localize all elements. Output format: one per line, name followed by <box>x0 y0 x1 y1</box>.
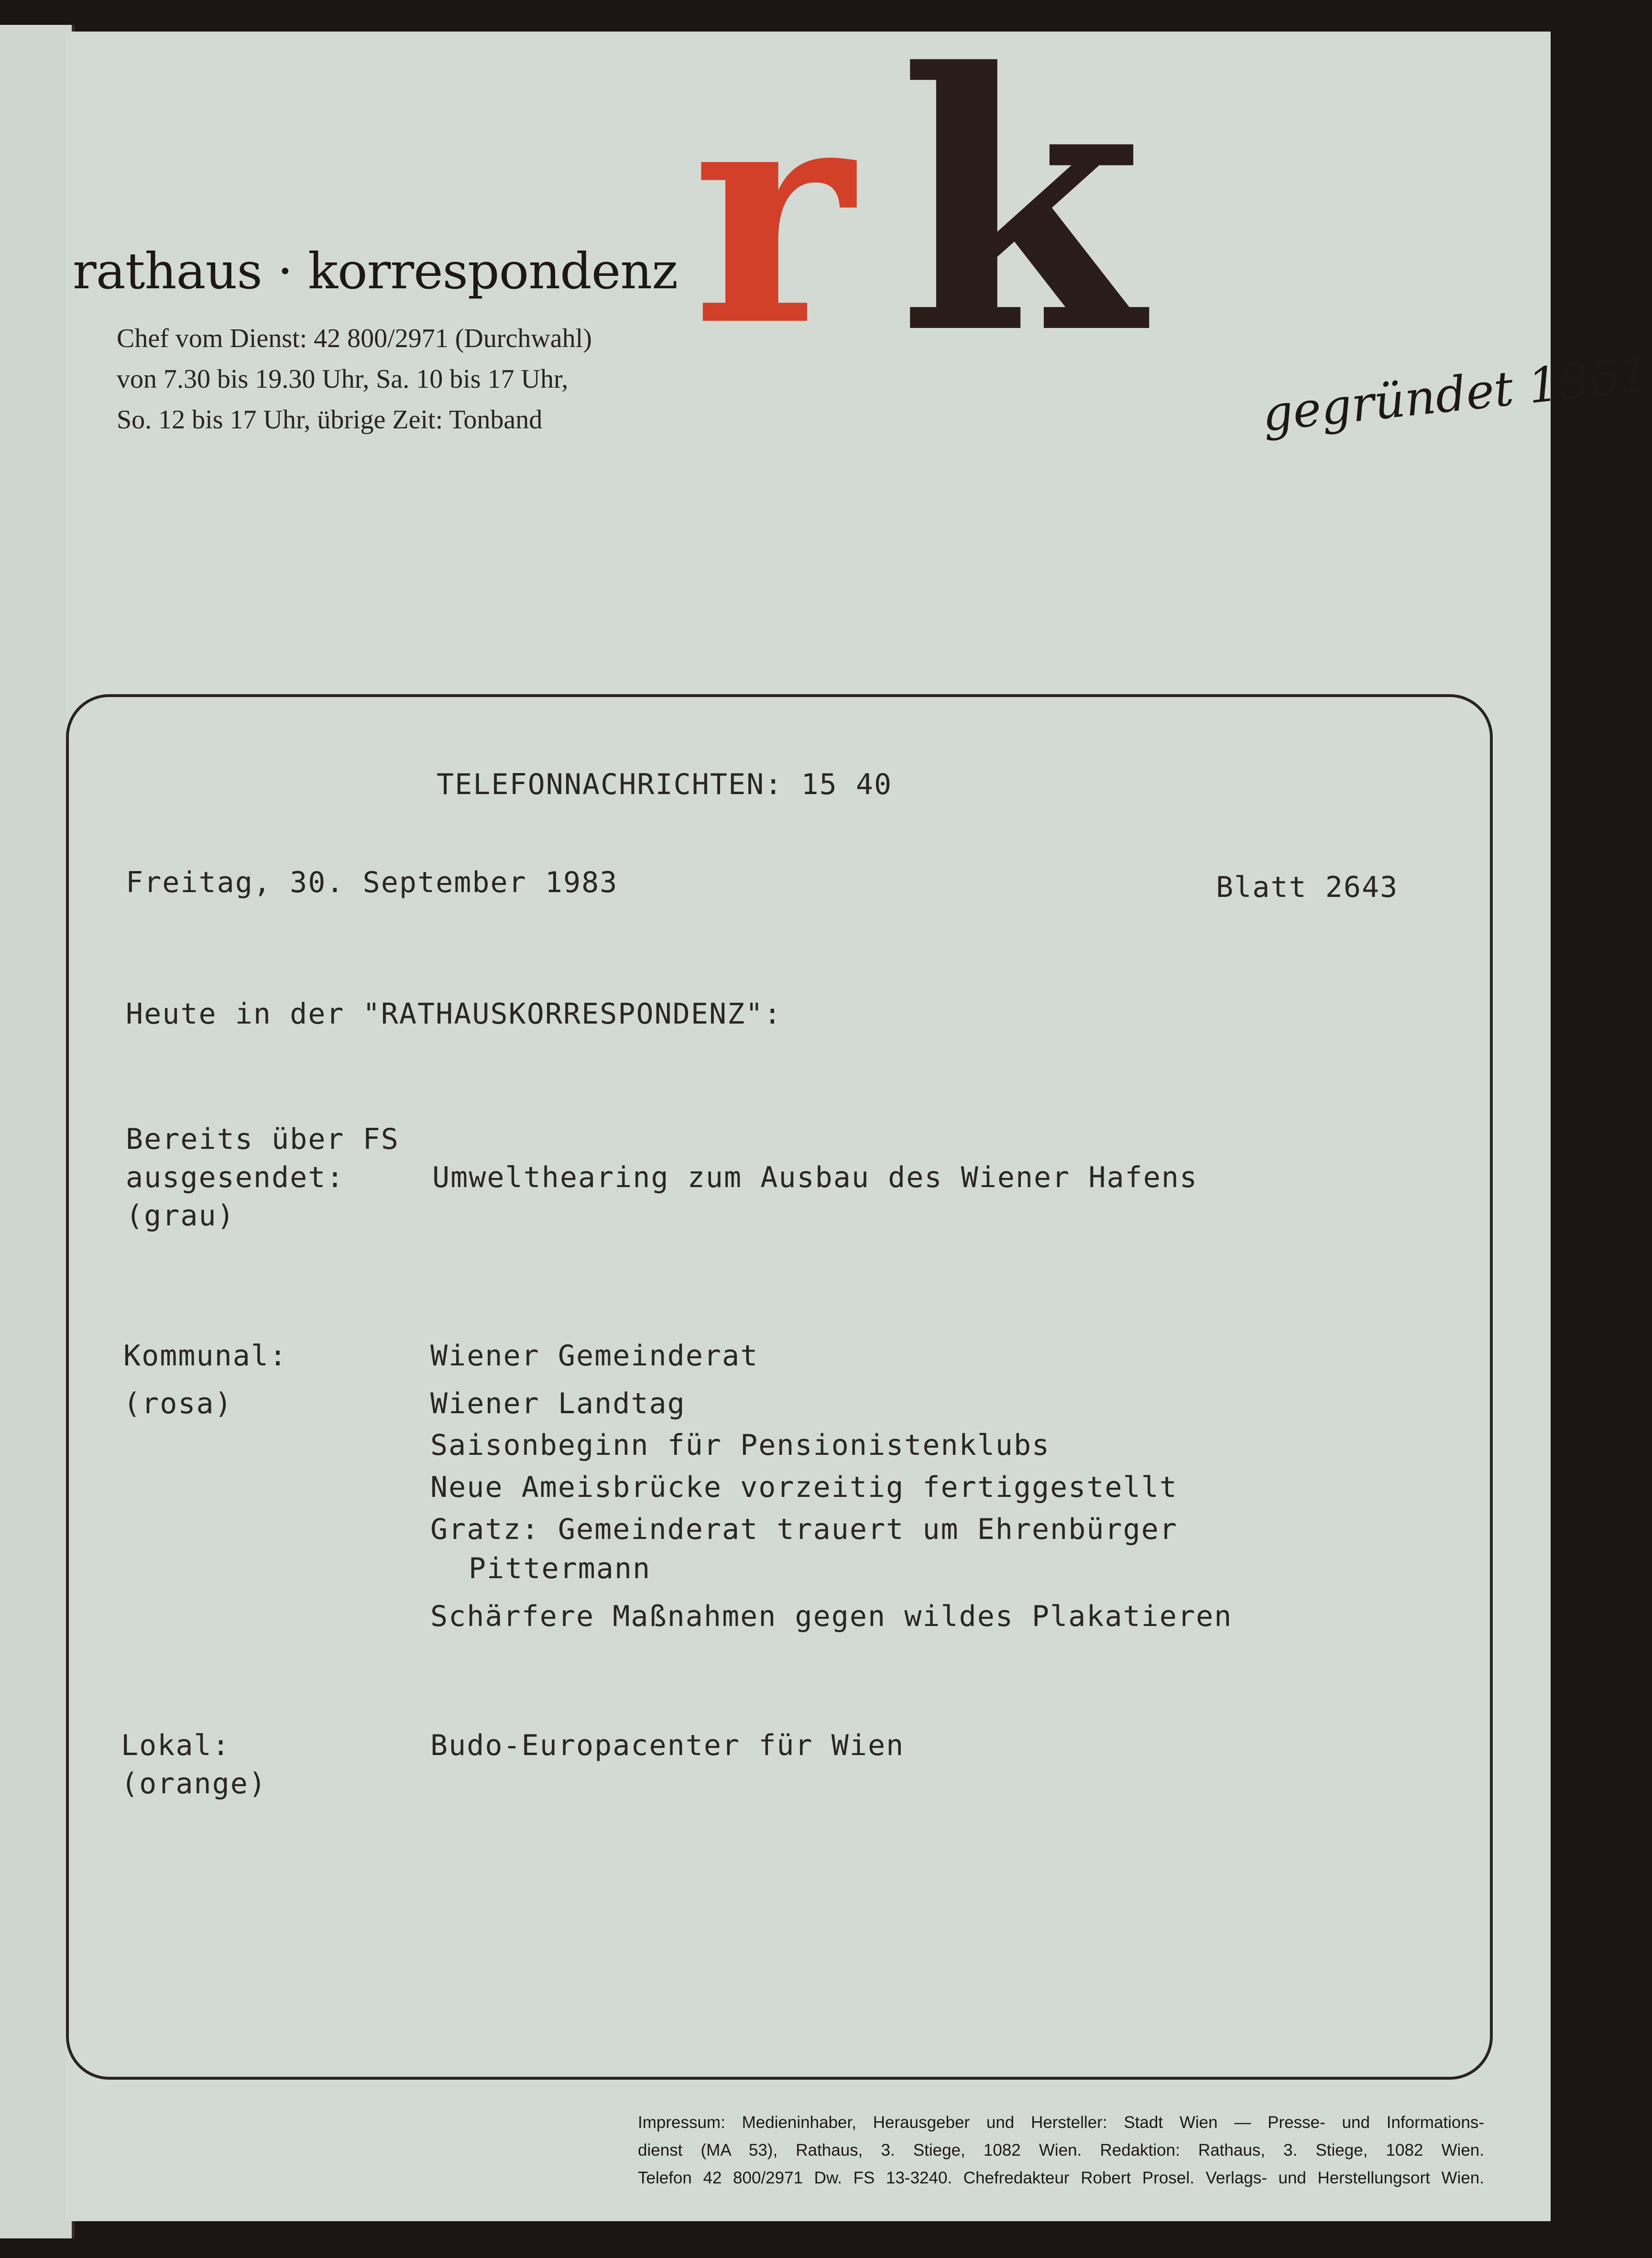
binding-spine <box>0 25 75 2238</box>
bulletin-intro: Heute in der "RATHAUSKORRESPONDENZ": <box>126 997 782 1031</box>
list-item: Neue Ameisbrücke vorzeitig fertiggestellt <box>430 1471 1178 1504</box>
contact-line-1: Chef vom Dienst: 42 800/2971 (Durchwahl) <box>117 324 592 353</box>
impressum-line-2: dienst (MA 53), Rathaus, 3. Stiege, 1082 Wien. Redaktion: Rathaus, 3. Stiege, 1082 Wien. <box>638 2141 1484 2160</box>
list-item: Saisonbeginn für Pensionistenklubs <box>430 1429 1050 1462</box>
logo-letter-k: k <box>898 0 1143 412</box>
list-item: Budo-Europacenter für Wien <box>430 1729 905 1762</box>
list-item: Umwelthearing zum Ausbau des Wiener Hafens <box>432 1161 1198 1194</box>
impressum-line-1: Impressum: Medieninhaber, Herausgeber und Hersteller: Stadt Wien — Presse- und Informations- <box>638 2113 1484 2132</box>
section-label-color: (orange) <box>121 1767 267 1800</box>
section-label: Lokal: <box>121 1729 230 1762</box>
section-label-color: (grau) <box>126 1199 235 1233</box>
impressum-line-3: Telefon 42 800/2971 Dw. FS 13-3240. Chefredakteur Robert Prosel. Verlags- und Herstellungsort Wien. <box>638 2169 1484 2187</box>
list-item-continuation: Pittermann <box>469 1552 651 1585</box>
logo-letter-r: r <box>692 33 835 393</box>
section-label-color: (rosa) <box>123 1387 233 1420</box>
bulletin-heading: TELEFONNACHRICHTEN: 15 40 <box>437 768 893 801</box>
contact-line-2: von 7.30 bis 19.30 Uhr, Sa. 10 bis 17 Uhr, <box>117 364 569 394</box>
list-item: Wiener Landtag <box>430 1387 686 1420</box>
section-label: Bereits über FS <box>126 1123 399 1156</box>
sheet-number: Blatt 2643 <box>1216 871 1399 904</box>
section-label: ausgesendet: <box>126 1161 345 1194</box>
contact-line-3: So. 12 bis 17 Uhr, übrige Zeit: Tonband <box>117 405 543 435</box>
masthead-title: rathaus · korrespondenz <box>73 242 678 300</box>
bulletin-date: Freitag, 30. September 1983 <box>126 866 618 899</box>
document-page <box>66 0 1652 2221</box>
section-label: Kommunal: <box>123 1339 288 1373</box>
list-item: Wiener Gemeinderat <box>430 1339 759 1373</box>
list-item: Schärfere Maßnahmen gegen wildes Plakatieren <box>430 1600 1233 1633</box>
list-item: Gratz: Gemeinderat trauert um Ehrenbürger <box>430 1513 1178 1546</box>
founded-note: gegründet 1861 <box>1259 346 1652 443</box>
